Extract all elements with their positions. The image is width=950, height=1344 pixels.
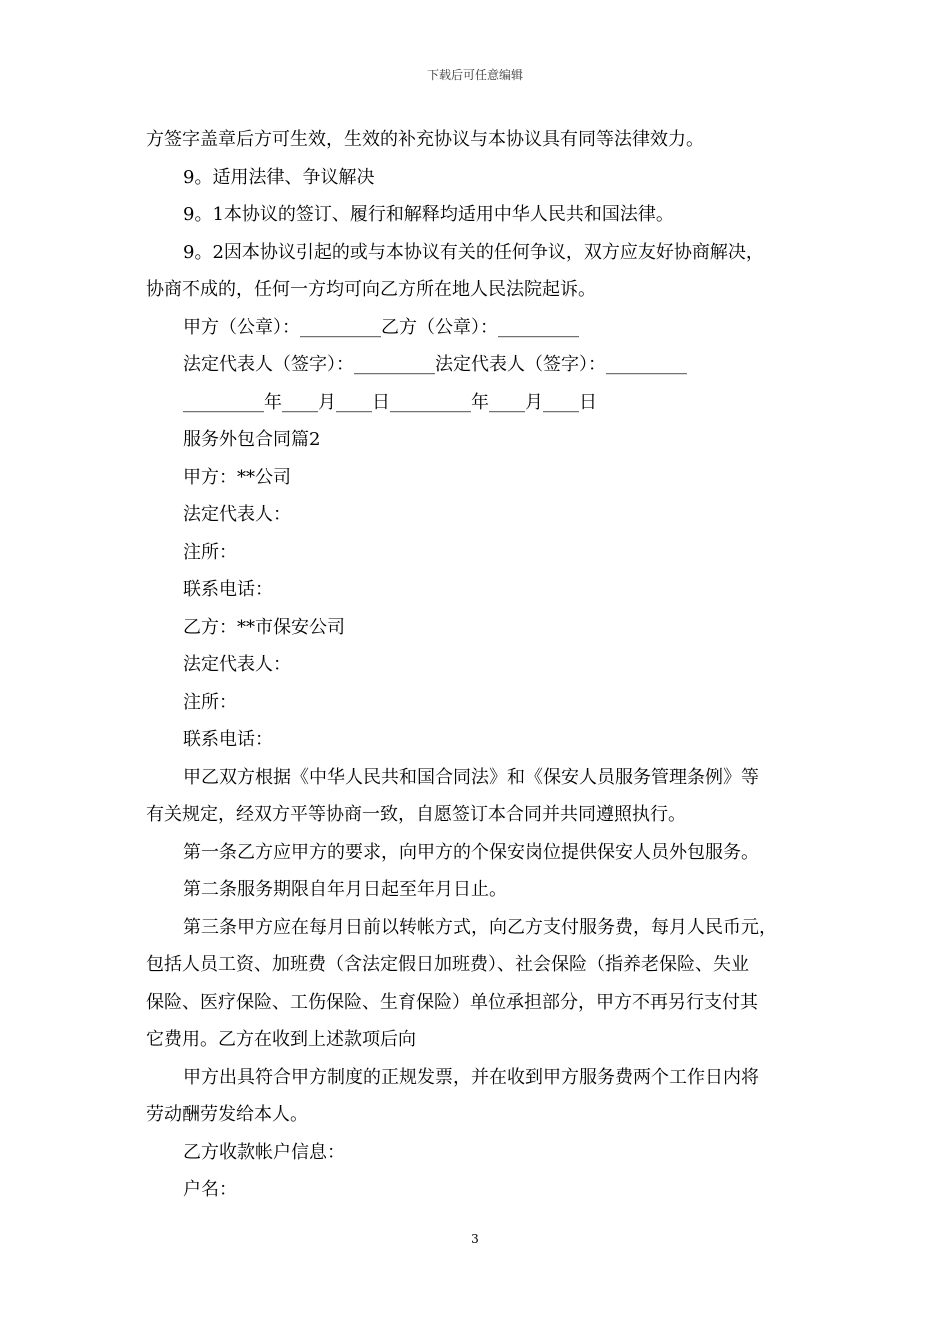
date-line: _________年____月____日_________年____月____日 (183, 391, 597, 413)
party-b-address: 注所： (183, 691, 237, 713)
party-b-name: 乙方：**市保安公司 (183, 616, 345, 638)
text-line: 保险、医疗保险、工伤保险、生育保险）单位承担部分，甲方不再另行支付其 (146, 991, 758, 1013)
page-number: 3 (471, 1232, 479, 1246)
article-2: 第二条服务期限自年月日起至年月日止。 (183, 879, 507, 900)
text-line: 有关规定，经双方平等协商一致，自愿签订本合同并共同遵照执行。 (146, 804, 686, 825)
text-line: 甲乙双方根据《中华人民共和国合同法》和《保安人员服务管理条例》等 (183, 766, 759, 788)
account-name-label: 户名： (183, 1179, 237, 1200)
party-a-name: 甲方：**公司 (183, 466, 291, 488)
text-line: 包括人员工资、加班费（含法定假日加班费）、社会保险（指养老保险、失业 (146, 954, 749, 975)
text-line: 9。1本协议的签订、履行和解释均适用中华人民共和国法律。 (183, 204, 674, 225)
party-a-address: 注所： (183, 541, 237, 563)
document-body (146, 121, 806, 1209)
text-line: 9。2因本协议引起的或与本协议有关的任何争议，双方应友好协商解决， (183, 241, 764, 263)
party-b-representative: 法定代表人： (183, 654, 291, 675)
text-line: 协商不成的，任何一方均可向乙方所在地人民法院起诉。 (146, 279, 596, 300)
page-header: 下载后可任意编辑 (426, 68, 523, 82)
text-line: 方签字盖章后方可生效，生效的补充协议与本协议具有同等法律效力。 (146, 129, 704, 150)
party-a-representative: 法定代表人： (183, 504, 291, 525)
document-title: 服务外包合同篇2 (183, 429, 321, 450)
text-line: 它费用。乙方在收到上述款项后向 (146, 1029, 416, 1050)
party-a-phone: 联系电话： (183, 579, 273, 600)
article-3: 第三条甲方应在每月日前以转帐方式，向乙方支付服务费，每月人民币元， (183, 916, 777, 938)
signature-line: 法定代表人（签字）：_________法定代表人（签字）：_________ (183, 354, 687, 375)
account-info-label: 乙方收款帐户信息： (183, 1141, 345, 1163)
text-line: 甲方出具符合甲方制度的正规发票，并在收到甲方服务费两个工作日内将 (183, 1066, 759, 1088)
article-1: 第一条乙方应甲方的要求，向甲方的个保安岗位提供保安人员外包服务。 (183, 841, 759, 863)
section-heading: 9。适用法律、争议解决 (183, 166, 375, 188)
party-b-phone: 联系电话： (183, 729, 273, 750)
text-line: 劳动酬劳发给本人。 (146, 1104, 308, 1125)
signature-line: 甲方（公章）：_________乙方（公章）：_________ (183, 316, 579, 338)
